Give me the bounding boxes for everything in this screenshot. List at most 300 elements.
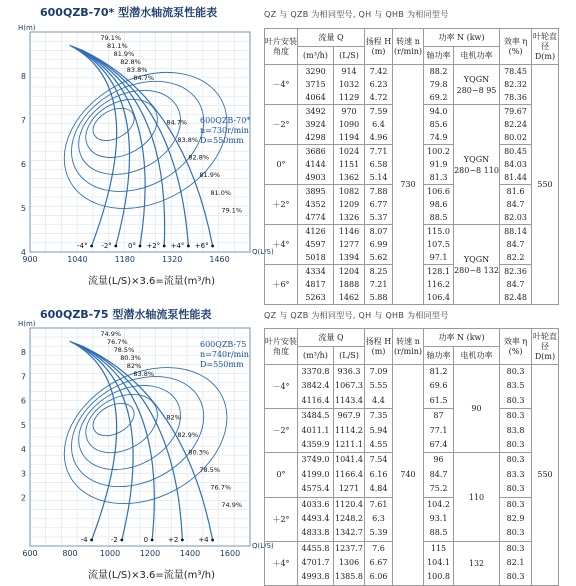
blade-angle-curve [72, 46, 130, 246]
flow-m3h-cell-value: 3686 [305, 147, 326, 156]
efficiency-cell-value: 80.3 [506, 439, 525, 449]
efficiency-label: 82.8% [188, 153, 210, 162]
flow-conversion-formula: 流量(L/S)×3.6=流量(m³/h) [88, 276, 216, 287]
page-title: 600QZB-75 型潜水轴流泵性能表 [40, 308, 212, 321]
efficiency-cell-value: 82.1 [506, 558, 525, 568]
y-tick-label: 7 [20, 116, 26, 125]
blade-angle-label: +2° [146, 242, 161, 250]
head-cell [365, 541, 393, 585]
header-motor-power: 电机功率 [454, 347, 500, 365]
shaft-power-cell-value: 93.1 [429, 513, 448, 523]
flow-ls-cell-value: 970 [341, 107, 357, 116]
efficiency-cell-value: 84.7 [506, 280, 525, 289]
flow-m3h-cell-value: 4597 [305, 240, 326, 249]
flow-conversion-formula: 流量(L/S)×3.6=流量(m³/h) [88, 570, 216, 581]
y-tick-label: 4 [20, 445, 26, 455]
shaft-power-cell [424, 145, 454, 185]
motor-power-cell: 110 [454, 453, 500, 541]
efficiency-label: 81.0% [210, 188, 232, 197]
chart-info-panel [200, 340, 249, 370]
flow-m3h-cell-value: 4144 [305, 160, 326, 169]
flow-ls-cell-value: 1888 [338, 280, 360, 289]
efficiency-cell [500, 225, 532, 265]
shaft-power-cell-value: 100.8 [427, 572, 450, 582]
header-angle: 叶片安装角度 [265, 29, 298, 65]
x-axis-label: Q(L/S) [252, 542, 274, 550]
header-efficiency: 效率 η (%) [500, 329, 532, 365]
head-cell-value: 7.42 [369, 67, 388, 76]
efficiency-cell [500, 145, 532, 185]
angle-cell: 0° [265, 145, 298, 185]
shaft-power-cell-value: 69.6 [429, 381, 448, 391]
y-tick-label: 2 [20, 493, 26, 503]
efficiency-label: 74.9% [221, 500, 243, 509]
pump-75-section [0, 296, 576, 580]
shaft-power-cell-value: 74.9 [429, 133, 448, 142]
flow-ls-cell-value: 1194 [338, 133, 360, 142]
flow-m3h-cell [298, 65, 334, 105]
efficiency-cell [500, 65, 532, 105]
efficiency-label: 78.5% [113, 346, 135, 354]
motor-power-cell: 132 [454, 541, 500, 585]
efficiency-cell-value: 82.36 [504, 267, 527, 276]
efficiency-contour [76, 88, 168, 170]
flow-ls-cell-value: 1462 [338, 293, 360, 302]
curve-end-point [120, 539, 123, 542]
efficiency-cell-value: 82.48 [504, 293, 527, 302]
head-cell-value: 5.39 [369, 528, 388, 538]
diameter-cell: 550 [532, 65, 559, 305]
head-cell-value: 7.6 [372, 543, 385, 553]
efficiency-label: 84.7% [133, 74, 155, 82]
efficiency-cell [500, 185, 532, 225]
shaft-power-cell-value: 97.1 [429, 253, 448, 262]
shaft-power-cell-value: 81.2 [429, 367, 448, 376]
header-head: 扬程 H (m) [365, 29, 393, 65]
flow-m3h-cell-value: 3749.0 [301, 455, 330, 465]
flow-ls-cell-value: 1151 [338, 160, 360, 169]
flow-m3h-cell-value: 4903 [305, 173, 326, 182]
efficiency-cell-value: 82.03 [504, 213, 527, 222]
efficiency-label: 81.9% [113, 50, 135, 58]
head-cell-value: 5.37 [369, 213, 388, 222]
performance-table-70 [264, 28, 559, 305]
header-motor-power: 电机功率 [454, 47, 500, 65]
efficiency-label: 82% [166, 413, 181, 422]
header-flow-ls: (L/S) [334, 47, 365, 65]
flow-m3h-cell-value: 4455.8 [301, 543, 330, 553]
curve-end-point [90, 245, 93, 248]
flow-ls-cell [334, 145, 365, 185]
efficiency-label: 82% [126, 362, 142, 370]
angle-cell: －4° [265, 365, 298, 409]
blade-angle-label: 0° [128, 242, 136, 250]
flow-m3h-cell-value: 3924 [305, 120, 326, 129]
flow-m3h-cell [298, 453, 334, 497]
flow-ls-cell-value: 1342.7 [335, 528, 363, 538]
flow-m3h-cell-value: 4064 [305, 93, 326, 102]
flow-ls-cell [334, 541, 365, 585]
flow-ls-cell-value: 914 [341, 67, 357, 76]
head-cell-value: 5.14 [369, 173, 388, 182]
efficiency-cell [500, 541, 532, 585]
efficiency-cell-value: 81.6 [506, 187, 525, 196]
efficiency-cell-value: 80.3 [506, 528, 525, 538]
flow-m3h-cell-value: 3370.8 [301, 367, 330, 376]
model-note: QZ 与 QZB 为相同型号, QH 与 QHB 为相同型号 [264, 10, 449, 19]
y-axis-label: H(m) [18, 24, 36, 32]
head-cell-value: 4.72 [369, 93, 388, 102]
y-tick-label: 4 [20, 248, 26, 257]
flow-m3h-cell-value: 4334 [305, 267, 326, 276]
angle-cell: ＋2° [265, 497, 298, 541]
diameter-cell: 550 [532, 365, 559, 586]
head-cell-value: 6.23 [369, 80, 388, 89]
efficiency-cell-value: 81.44 [504, 173, 527, 182]
head-cell-value: 6.77 [369, 200, 388, 209]
chart-svg-70 [0, 20, 274, 292]
curve-end-point [139, 245, 142, 248]
efficiency-cell-value: 82.32 [504, 80, 527, 89]
page-title: 600QZB-70* 型潜水轴流泵性能表 [40, 6, 218, 19]
efficiency-label: 79.1% [221, 206, 243, 215]
header-angle: 叶片安装角度 [265, 329, 298, 365]
head-cell-value: 8.25 [369, 267, 388, 276]
flow-m3h-cell [298, 365, 334, 409]
flow-ls-cell-value: 1114.2 [335, 425, 363, 435]
efficiency-label: 74.9% [100, 330, 122, 338]
shaft-power-cell-value: 128.1 [427, 267, 450, 276]
shaft-power-cell-value: 67.4 [429, 439, 448, 449]
efficiency-cell-value: 79.67 [504, 107, 527, 116]
x-tick-label: 1320 [161, 255, 183, 264]
flow-m3h-cell-value: 4701.7 [301, 558, 330, 568]
flow-m3h-cell-value: 4116.4 [301, 395, 330, 405]
curve-end-point [114, 245, 117, 248]
y-tick-label: 5 [20, 204, 26, 213]
y-tick-label: 6 [20, 396, 26, 406]
header-shaft-power: 轴功率 [424, 347, 454, 365]
efficiency-cell-value: 80.3 [506, 499, 525, 509]
efficiency-label: 81.1% [107, 42, 128, 50]
header-flow-ls: (L/S) [334, 347, 365, 365]
flow-ls-cell-value: 1032 [338, 80, 360, 89]
table-row [265, 365, 559, 409]
y-tick-label: 5 [20, 420, 26, 430]
y-tick-label: 8 [20, 72, 26, 81]
head-cell-value: 7.59 [369, 107, 388, 116]
x-tick-label: 1600 [219, 549, 241, 558]
head-cell-value: 4.96 [369, 133, 388, 142]
performance-table-75 [264, 328, 559, 586]
diameter-label: D=550mm [200, 136, 244, 145]
chart-info-panel [200, 116, 250, 146]
header-shaft-power: 轴功率 [424, 47, 454, 65]
blade-angle-label: +2 [168, 536, 179, 544]
head-cell [365, 225, 393, 265]
shaft-power-cell-value: 77.1 [429, 425, 448, 435]
flow-m3h-cell-value: 4774 [305, 213, 326, 222]
flow-ls-cell-value: 1204 [338, 267, 360, 276]
flow-m3h-cell-value: 4352 [305, 200, 326, 209]
flow-m3h-cell [298, 145, 334, 185]
flow-ls-cell-value: 936.3 [337, 367, 361, 376]
blade-angle-label: +4° [170, 242, 185, 250]
shaft-power-cell-value: 115 [430, 543, 447, 553]
efficiency-contour [64, 73, 195, 191]
shaft-power-cell-value: 84.7 [429, 469, 448, 479]
efficiency-cell-value: 80.02 [504, 133, 527, 142]
efficiency-cell-value: 84.7 [506, 200, 525, 209]
curve-end-point [151, 539, 154, 542]
efficiency-cell [500, 409, 532, 453]
efficiency-cell [500, 453, 532, 497]
shaft-power-cell [424, 453, 454, 497]
efficiency-cell-value: 80.3 [506, 543, 525, 553]
head-cell [365, 365, 393, 409]
efficiency-label: 83.8% [177, 136, 199, 144]
angle-cell: －2° [265, 409, 298, 453]
flow-ls-cell [334, 65, 365, 105]
head-cell-value: 7.54 [369, 455, 388, 465]
y-tick-label: 8 [20, 348, 26, 358]
efficiency-contour [64, 369, 195, 487]
flow-ls-cell [334, 365, 365, 409]
efficiency-cell [500, 365, 532, 409]
flow-m3h-cell-value: 4817 [305, 280, 326, 289]
flow-m3h-cell [298, 409, 334, 453]
flow-ls-cell-value: 1271 [338, 484, 360, 494]
shaft-power-cell-value: 87 [433, 411, 444, 421]
y-tick-label: 3 [20, 469, 26, 479]
flow-ls-cell-value: 1362 [338, 173, 360, 182]
head-cell [365, 105, 393, 145]
shaft-power-cell-value: 75.2 [429, 484, 448, 494]
efficiency-cell-value: 84.7 [506, 240, 525, 249]
flow-m3h-cell [298, 105, 334, 145]
efficiency-label: 81.9% [199, 171, 221, 180]
head-cell-value: 6.06 [369, 572, 388, 582]
head-cell [365, 409, 393, 453]
efficiency-cell-value: 82.9 [506, 513, 525, 523]
head-cell-value: 6.3 [372, 513, 385, 523]
motor-power-cell: YQGN 280−8 132 [454, 225, 500, 305]
head-cell [365, 497, 393, 541]
curve-end-point [211, 539, 214, 542]
head-cell [365, 145, 393, 185]
header-speed: 转速 n (r/min) [393, 29, 424, 65]
flow-m3h-cell-value: 3492 [305, 107, 326, 116]
flow-m3h-cell-value: 4011.1 [301, 425, 330, 435]
shaft-power-cell [424, 225, 454, 265]
motor-power-cell: YQGN 280−8 95 [454, 65, 500, 105]
head-cell-value: 7.71 [369, 147, 388, 156]
model-note: QZ 与 QZB 为相同型号, QH 与 QHB 为相同型号 [264, 311, 449, 320]
efficiency-cell-value: 82.2 [506, 253, 525, 262]
efficiency-label: 82.8% [120, 58, 141, 66]
flow-m3h-cell-value: 4126 [305, 227, 326, 236]
flow-m3h-cell-value: 3484.5 [301, 411, 330, 421]
efficiency-cell-value: 83.8 [506, 425, 525, 435]
blade-angle-label: 0 [143, 536, 149, 544]
motor-power-cell: 90 [454, 365, 500, 453]
efficiency-cell-value: 83.5 [506, 381, 525, 391]
flow-m3h-cell-value: 4993.8 [301, 572, 330, 582]
head-cell-value: 5.88 [369, 293, 388, 302]
shaft-power-cell-value: 115.0 [427, 227, 450, 236]
x-tick-label: 1400 [179, 549, 201, 558]
head-cell [365, 185, 393, 225]
speed-label: n=740r/min [200, 350, 249, 359]
shaft-power-cell-value: 94.0 [429, 107, 448, 116]
blade-angle-label: +6° [194, 242, 209, 250]
efficiency-cell-value: 88.14 [504, 227, 527, 236]
header-flow: 流量 Q [298, 329, 365, 347]
flow-ls-cell [334, 409, 365, 453]
flow-ls-cell [334, 453, 365, 497]
header-diameter: 叶轮直径 D(m) [532, 329, 559, 365]
head-cell-value: 7.21 [369, 280, 388, 289]
flow-ls-cell-value: 1209 [338, 200, 360, 209]
shaft-power-cell [424, 541, 454, 585]
flow-ls-cell-value: 1129 [338, 93, 360, 102]
flow-ls-cell-value: 1143.4 [335, 395, 363, 405]
head-cell-value: 4.84 [369, 484, 388, 494]
shaft-power-cell-value: 106.4 [427, 293, 450, 302]
header-head: 扬程 H (m) [365, 329, 393, 365]
flow-m3h-cell-value: 3842.4 [301, 381, 330, 391]
efficiency-cell-value: 80.3 [506, 484, 525, 494]
x-tick-label: 900 [22, 255, 38, 264]
efficiency-cell-value: 80.45 [504, 147, 527, 156]
head-cell-value: 7.88 [369, 187, 388, 196]
efficiency-label: 80.3% [120, 354, 141, 362]
angle-cell: －4° [265, 65, 298, 105]
flow-m3h-cell-value: 4575.4 [301, 484, 330, 494]
flow-ls-cell-value: 1067.3 [335, 381, 363, 391]
head-cell-value: 5.62 [369, 253, 388, 262]
shaft-power-cell-value: 81.3 [429, 173, 448, 182]
efficiency-label: 82.9% [177, 431, 199, 439]
flow-ls-cell-value: 1306 [338, 558, 360, 568]
curve-end-point [163, 245, 166, 248]
flow-ls-cell-value: 1394 [338, 253, 360, 262]
efficiency-cell-value: 80.3 [506, 395, 525, 405]
curve-end-point [181, 539, 184, 542]
shaft-power-cell-value: 91.9 [429, 160, 448, 169]
efficiency-cell-value: 82.24 [504, 120, 527, 129]
flow-ls-cell-value: 1237.7 [335, 543, 363, 553]
header-flow: 流量 Q [298, 29, 365, 47]
header-flow-m3h: (m³/h) [298, 347, 334, 365]
curve-end-point [90, 539, 93, 542]
head-cell-value: 4.4 [372, 395, 385, 405]
performance-chart-70 [0, 20, 274, 292]
shaft-power-cell-value: 96 [433, 455, 444, 465]
speed-cell: 730 [393, 65, 424, 305]
efficiency-cell-value: 78.36 [504, 93, 527, 102]
flow-m3h-cell-value: 5018 [305, 253, 326, 262]
flow-ls-cell-value: 1146 [338, 227, 360, 236]
efficiency-cell-value: 78.45 [504, 67, 527, 76]
shaft-power-cell-value: 69.2 [429, 93, 448, 102]
angle-cell: ＋2° [265, 185, 298, 225]
head-cell-value: 7.35 [369, 411, 388, 421]
efficiency-cell-value: 80.3 [506, 367, 525, 376]
efficiency-label: 83.8% [133, 370, 155, 378]
efficiency-label: 76.7% [210, 483, 232, 492]
flow-ls-cell-value: 967.9 [337, 411, 361, 421]
head-cell-value: 5.94 [369, 425, 388, 435]
efficiency-label: 78.5% [199, 465, 221, 474]
flow-m3h-cell-value: 3715 [305, 80, 326, 89]
head-cell-value: 7.09 [369, 367, 388, 376]
efficiency-cell-value: 83.3 [506, 469, 525, 479]
angle-cell: ＋4° [265, 541, 298, 585]
shaft-power-cell [424, 185, 454, 225]
head-cell-value: 8.07 [369, 227, 388, 236]
blade-angle-label: -4 [80, 536, 88, 544]
flow-ls-cell [334, 185, 365, 225]
shaft-power-cell-value: 61.5 [429, 395, 448, 405]
shaft-power-cell-value: 116.2 [427, 280, 450, 289]
header-power: 功率 N (kw) [424, 29, 500, 47]
flow-ls-cell-value: 1090 [338, 120, 360, 129]
shaft-power-cell-value: 98.6 [429, 200, 448, 209]
head-cell-value: 6.99 [369, 240, 388, 249]
efficiency-cell-value: 80.3 [506, 455, 525, 465]
efficiency-label: 79.1% [100, 34, 122, 42]
head-cell [365, 453, 393, 497]
shaft-power-cell-value: 106.6 [427, 187, 450, 196]
shaft-power-cell-value: 100.2 [427, 147, 450, 156]
efficiency-label: 80.3% [188, 448, 210, 457]
curve-end-point [211, 245, 214, 248]
angle-cell: ＋6° [265, 265, 298, 305]
flow-m3h-cell [298, 497, 334, 541]
flow-m3h-cell-value: 4359.9 [301, 439, 330, 449]
speed-cell: 740 [393, 365, 424, 586]
flow-ls-cell-value: 1277 [338, 240, 360, 249]
shaft-power-cell-value: 104.1 [427, 558, 450, 568]
x-axis-label: Q(L/S) [252, 248, 274, 256]
head-cell-value: 6.4 [372, 120, 385, 129]
performance-chart-75 [0, 320, 274, 584]
head-cell-value: 7.61 [369, 499, 388, 509]
flow-ls-cell-value: 1166.4 [335, 469, 363, 479]
efficiency-cell [500, 105, 532, 145]
flow-m3h-cell-value: 4298 [305, 133, 326, 142]
shaft-power-cell [424, 65, 454, 105]
shaft-power-cell-value: 107.5 [427, 240, 450, 249]
curve-end-point [187, 245, 190, 248]
flow-ls-cell-value: 1024 [338, 147, 360, 156]
table-row [265, 65, 559, 105]
shaft-power-cell-value: 85.6 [429, 120, 448, 129]
angle-cell: 0° [265, 453, 298, 497]
flow-ls-cell-value: 1082 [338, 187, 360, 196]
angle-cell: －2° [265, 105, 298, 145]
efficiency-label: 76.7% [107, 338, 128, 346]
y-tick-label: 6 [20, 160, 26, 169]
flow-m3h-cell-value: 3290 [305, 67, 326, 76]
x-tick-label: 1200 [139, 549, 161, 558]
flow-m3h-cell-value: 3895 [305, 187, 326, 196]
blade-angle-label: +4 [198, 536, 209, 544]
flow-ls-cell-value: 1120.4 [335, 499, 363, 509]
flow-ls-cell-value: 1211.1 [335, 439, 363, 449]
efficiency-cell-value: 80.3 [506, 572, 525, 582]
